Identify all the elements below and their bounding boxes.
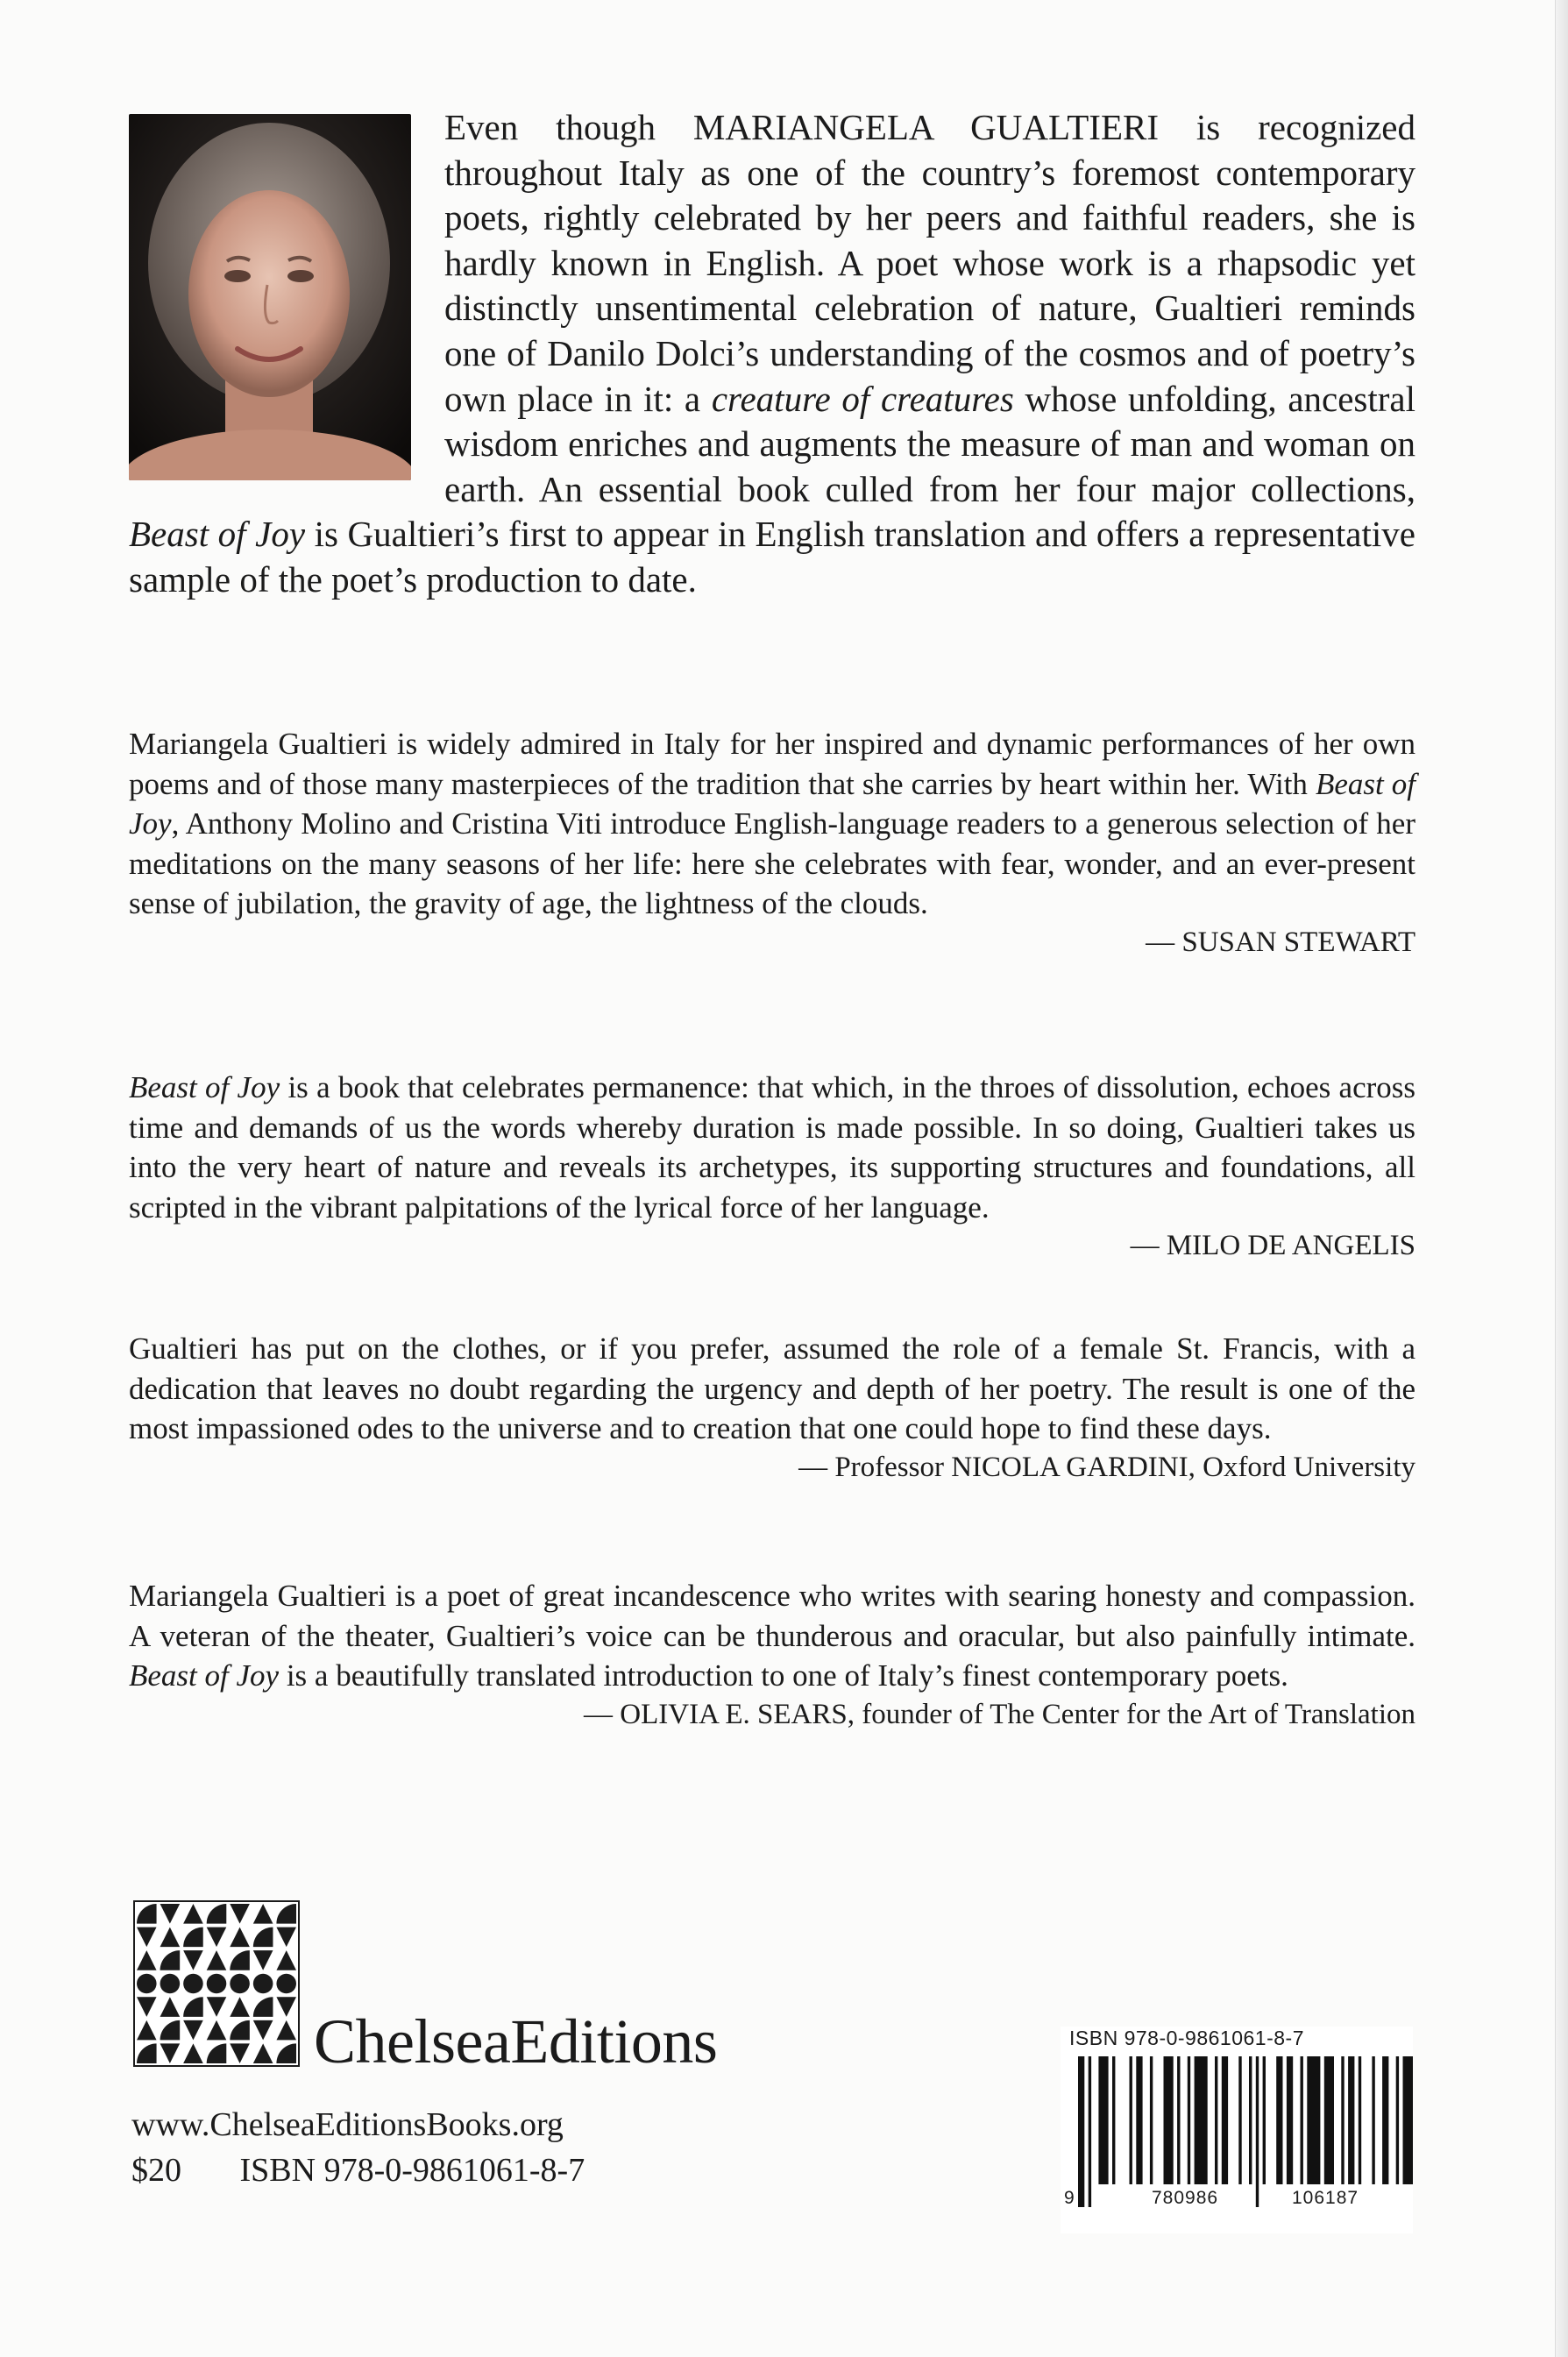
logo-tile (183, 1997, 203, 2017)
bio-italic-phrase: creature of creatures (711, 378, 1014, 419)
barcode-bar (1403, 2056, 1414, 2184)
logo-tile (183, 1974, 203, 1994)
blurb-attribution: — Professor NICOLA GARDINI, Oxford University (798, 1451, 1415, 1483)
logo-tile (160, 1974, 181, 1994)
logo-tile (137, 1927, 157, 1948)
publisher-name: ChelseaEditions (314, 2006, 718, 2077)
author-bio (129, 105, 1415, 603)
barcode-bar (1089, 2056, 1091, 2207)
barcode-lead-digit: 9 (1064, 2188, 1075, 2208)
publisher-website: www.ChelseaEditionsBooks.org (131, 2106, 564, 2143)
barcode-bar (1324, 2056, 1334, 2184)
logo-tile (253, 2020, 273, 2041)
logo-tile (253, 2043, 273, 2063)
blurb-attribution: — SUSAN STEWART (1146, 926, 1415, 958)
blurb-text-pre: Mariangela Gualtieri is widely admired in Italy for her inspired and dynamic performances of her own poems and of those many masterpieces of the tradition that she carries by heart within her. With (129, 727, 1415, 801)
blurb-milo-de-angelis (129, 1068, 1415, 1264)
blurb-text-post: is a book that celebrates permanence: that which, in the throes of dissolution, echoes across time and demands of us the words whereby duration is made possible. In so doing, Gualtieri takes us into the very heart of nature and reveals its archetypes, its supporting structures and foundations, all scripted in the vibrant palpitations of the lyrical force of her language. (129, 1070, 1416, 1225)
logo-tile (183, 1927, 203, 1948)
blurb-text (129, 1576, 1415, 1696)
bio-book-title: Beast of Joy (129, 514, 306, 555)
logo-tile (276, 1927, 296, 1948)
logo-tile (183, 1950, 203, 1970)
barcode-bar (1263, 2056, 1266, 2184)
barcode-bar (1396, 2056, 1399, 2184)
price: $20 (131, 2152, 181, 2189)
logo-tile (137, 1904, 157, 1924)
barcode-bar (1301, 2056, 1303, 2184)
blurb-attribution: — MILO DE ANGELIS (1130, 1230, 1415, 1262)
blurb-book-title: Beast of Joy (129, 1658, 280, 1693)
blurb-text (129, 1068, 1415, 1227)
logo-tile (230, 1904, 250, 1924)
logo-tile (230, 1950, 250, 1970)
logo-tile (230, 2020, 250, 2041)
logo-tile (253, 1950, 273, 1970)
barcode-bar (1188, 2056, 1190, 2184)
blurb-nicola-gardini (129, 1329, 1415, 1486)
logo-tile (253, 1927, 273, 1948)
author-photo (129, 114, 411, 480)
logo-tile (207, 1974, 227, 1994)
barcode-bar (1150, 2056, 1153, 2184)
cover-edge (1555, 0, 1568, 2357)
barcode-bar (1307, 2056, 1320, 2184)
barcode-bar (1112, 2056, 1115, 2184)
logo-tile (253, 1904, 273, 1924)
blurb-attribution: — OLIVIA E. SEARS, founder of The Center for the Art of Translation (584, 1698, 1415, 1730)
barcode-bar (1238, 2056, 1241, 2184)
blurb-olivia-sears (129, 1576, 1415, 1733)
logo-tile (183, 2043, 203, 2063)
logo-tile (160, 2020, 181, 2041)
logo-tile (230, 1927, 250, 1948)
logo-tile (207, 1927, 227, 1948)
logo-tile (160, 1904, 181, 1924)
logo-tile (207, 1997, 227, 2017)
barcode-bar (1249, 2056, 1252, 2184)
barcode-bar (1136, 2056, 1142, 2184)
logo-tile (137, 1997, 157, 2017)
logo-tile (137, 2020, 157, 2041)
barcode-bar (1215, 2056, 1217, 2184)
barcode-bar (1287, 2056, 1293, 2184)
barcode-bars-icon (1061, 2056, 1413, 2207)
logo-tile (137, 1974, 157, 1994)
logo-tile (207, 2020, 227, 2041)
logo-tile (253, 1997, 273, 2017)
publisher-footer (131, 2102, 585, 2193)
blurb-text-pre: Gualtieri has put on the clothes, or if you prefer, assumed the role of a female St. Francis, with a dedication that leaves no doubt regarding the urgency and depth of her poetry. The result is one of the most impassioned odes to the universe and to creation that one could hope to find these days. (129, 1331, 1415, 1446)
blurb-text (129, 724, 1415, 924)
barcode-bar (1195, 2056, 1208, 2184)
barcode-bar (1177, 2056, 1180, 2184)
logo-tile (276, 1950, 296, 1970)
barcode-left-digits: 780986 (1152, 2188, 1219, 2208)
blurb-text-post: is a beautifully translated introduction to one of Italy’s finest contemporary poets. (286, 1658, 1288, 1693)
logo-tile (183, 1904, 203, 1924)
logo-tile (230, 1974, 250, 1994)
barcode-bar (1164, 2056, 1174, 2184)
barcode-bar (1276, 2056, 1282, 2184)
logo-tile (253, 1974, 273, 1994)
logo-tile (230, 1997, 250, 2017)
barcode-bar (1078, 2056, 1084, 2207)
barcode-bar (1098, 2056, 1108, 2184)
logo-tile (160, 1927, 181, 1948)
bio-text-tail: is Gualtieri’s first to appear in English translation and offers a representative sample of the poet’s production to date. (129, 514, 1415, 600)
blurb-text (129, 1329, 1415, 1449)
barcode-bar (1130, 2056, 1132, 2184)
bio-text-mid: whose unfolding, ancestral wisdom enriches and augments the measure of man and woman on earth. An essential book culled from her four major collections, (444, 378, 1416, 509)
barcode-bar (1359, 2056, 1361, 2184)
barcode-bar (1372, 2056, 1374, 2184)
publisher-block (133, 1900, 718, 2077)
logo-tile (276, 2020, 296, 2041)
logo-tile (160, 1997, 181, 2017)
bio-text-lead: Even though MARIANGELA GUALTIERI is recognized throughout Italy as one of the country’s foremost contemporary poets, rightly celebrated by her peers and faithful readers, she is hardly known in English. A poet whose work is a rhapsodic yet distinctly unsentimental celebration of nature, Gualtieri reminds one of Danilo Dolci’s understanding of the cosmos and of poetry’s own place in it: a (444, 107, 1415, 419)
blurb-book-title: Beast of Joy (129, 1070, 280, 1104)
logo-tile (137, 1950, 157, 1970)
logo-tile (230, 2043, 250, 2063)
logo-tile (160, 1950, 181, 1970)
logo-tile (137, 2043, 157, 2063)
isbn-barcode (1061, 2027, 1413, 2233)
logo-tile (160, 2043, 181, 2063)
blurb-text-pre: Mariangela Gualtieri is a poet of great incandescence who writes with searing honesty and compassion. A veteran of the theater, Gualtieri’s voice can be thunderous and oracular, but also painfully intimate. (129, 1579, 1415, 1653)
logo-tile (276, 1904, 296, 1924)
blurb-susan-stewart (129, 724, 1415, 961)
logo-tile (207, 1950, 227, 1970)
barcode-bar (1382, 2056, 1388, 2184)
isbn-text: ISBN 978-0-9861061-8-7 (239, 2152, 585, 2189)
logo-tile (207, 2043, 227, 2063)
logo-tile (276, 1997, 296, 2017)
logo-tile (183, 2020, 203, 2041)
logo-tile (207, 1904, 227, 1924)
blurb-text-post: , Anthony Molino and Cristina Viti introduce English-language readers to a generous selection of her meditations on the many seasons of her life: here she celebrates with fear, wonder, and an ever-present sense of jubilation, the gravity of age, the lightness of the clouds. (129, 806, 1415, 921)
barcode-right-digits: 106187 (1292, 2188, 1359, 2208)
logo-tile (276, 1974, 296, 1994)
publisher-logo-icon (133, 1900, 300, 2067)
barcode-bar (1256, 2056, 1259, 2207)
barcode-isbn-label: ISBN 978-0-9861061-8-7 (1069, 2027, 1304, 2049)
blurb-book-title: Beast of Joy (129, 766, 1416, 841)
barcode-bar (1348, 2056, 1354, 2184)
barcode-bar (1222, 2056, 1228, 2184)
barcode-bar (1341, 2056, 1344, 2184)
logo-tile (276, 2043, 296, 2063)
